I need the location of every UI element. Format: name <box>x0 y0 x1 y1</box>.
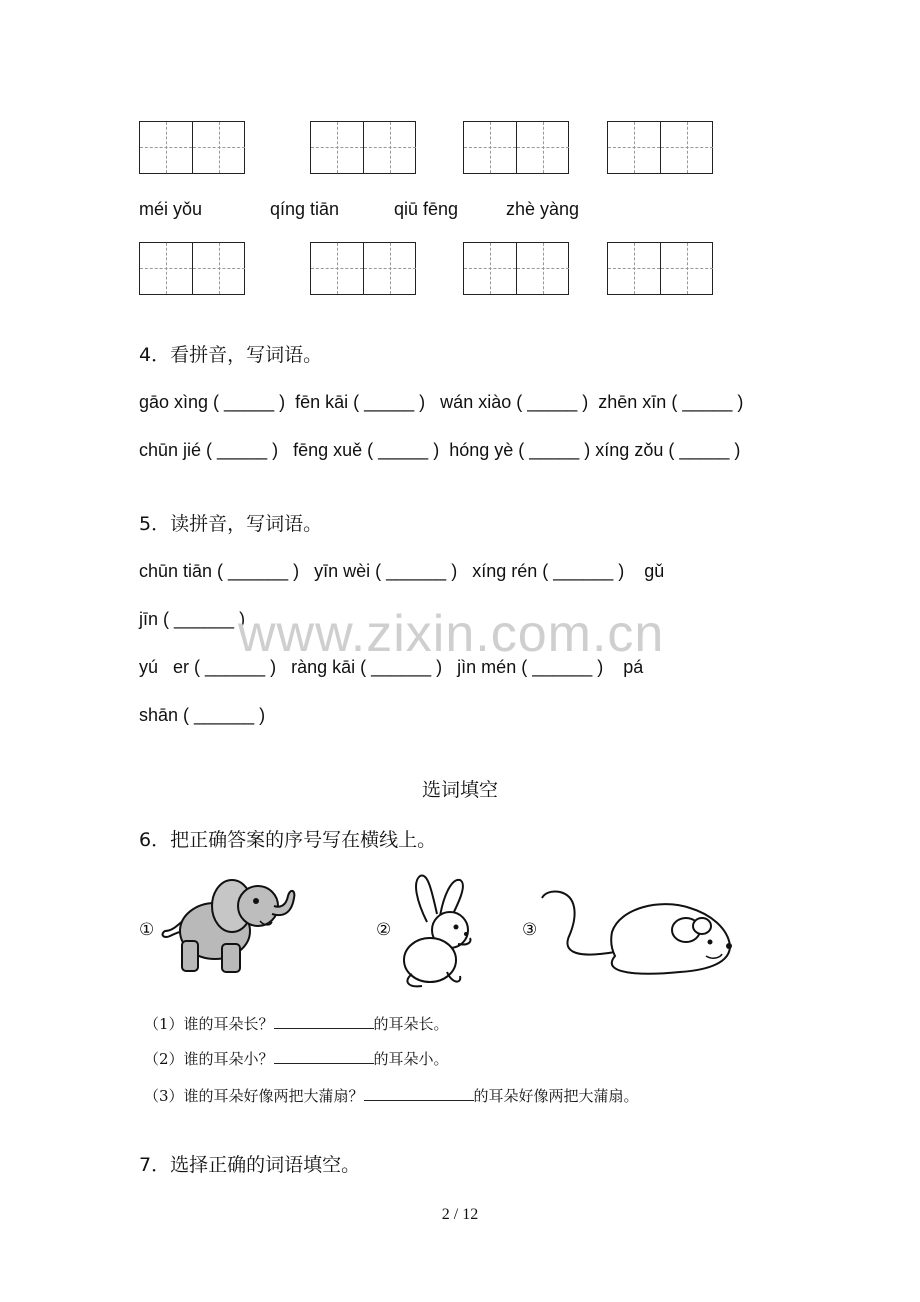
pinyin-line: chūn jié ( _____ ) fēng xuě ( _____ ) hóng yè ( _____ ) xíng zǒu ( _____ ) <box>139 440 741 460</box>
pinyin-word: qiū fēng <box>394 199 459 219</box>
writing-box[interactable] <box>463 242 569 295</box>
elephant-icon <box>160 876 300 976</box>
option-marker: ② <box>376 920 392 940</box>
pinyin-word: zhè yàng <box>506 199 580 219</box>
answer-blank[interactable] <box>364 1086 474 1101</box>
section-title: 选词填空 <box>421 779 498 801</box>
option-marker: ① <box>139 920 155 940</box>
writing-box[interactable] <box>310 242 416 295</box>
watermark: www.zixin.com.cn <box>238 605 665 663</box>
writing-box[interactable] <box>310 121 416 174</box>
question-title: 7．选择正确的词语填空。 <box>139 1154 361 1176</box>
rabbit-icon <box>392 872 487 990</box>
answer-blank[interactable] <box>274 1014 374 1029</box>
pinyin-line: jīn ( ______ ) <box>139 609 246 629</box>
question-title: 4．看拼音，写词语。 <box>139 344 323 366</box>
pinyin-line: chūn tiān ( ______ ) yīn wèi ( ______ ) xíng rén ( ______ ) gǔ <box>139 561 665 581</box>
writing-box[interactable] <box>607 121 713 174</box>
sub-question: （1）谁的耳朵长？ 的耳朵长。 <box>144 1015 449 1033</box>
mouse-icon <box>540 884 734 980</box>
question-title: 5．读拼音，写词语。 <box>139 513 323 535</box>
pinyin-word: qíng tiān <box>270 199 340 219</box>
pinyin-line: shān ( ______ ) <box>139 705 266 725</box>
sub-question: （2）谁的耳朵小？ 的耳朵小。 <box>144 1050 449 1068</box>
writing-box[interactable] <box>139 242 245 295</box>
pinyin-line: yú er ( ______ ) ràng kāi ( ______ ) jìn mén ( ______ ) pá <box>139 657 644 677</box>
pinyin-line: gāo xìng ( _____ ) fēn kāi ( _____ ) wán xiào ( _____ ) zhēn xīn ( _____ ) <box>139 392 744 412</box>
option-marker: ③ <box>522 920 538 940</box>
page-number: 2 / 12 <box>441 1206 479 1223</box>
question-title: 6．把正确答案的序号写在横线上。 <box>139 829 437 851</box>
writing-box[interactable] <box>607 242 713 295</box>
answer-blank[interactable] <box>274 1049 374 1064</box>
writing-box[interactable] <box>139 121 245 174</box>
writing-box[interactable] <box>463 121 569 174</box>
pinyin-word: méi yǒu <box>139 199 203 219</box>
sub-question: （3）谁的耳朵好像两把大蒲扇？ 的耳朵好像两把大蒲扇。 <box>144 1087 639 1105</box>
